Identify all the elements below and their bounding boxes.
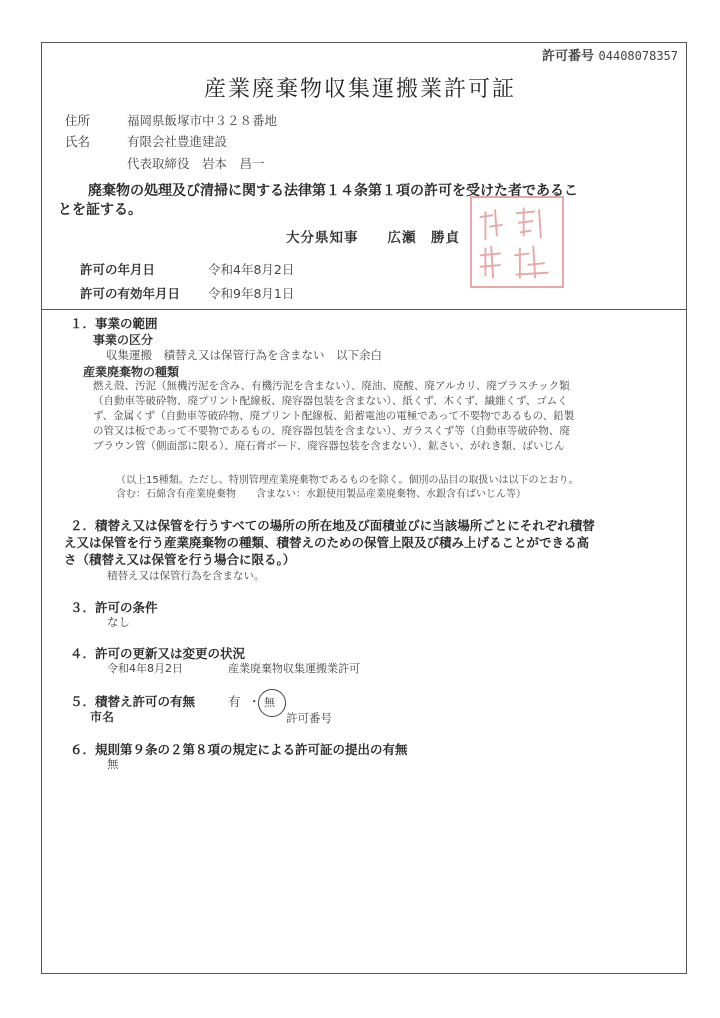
business-category-heading: 事業の区分 — [93, 333, 154, 347]
section-3-value: なし — [107, 615, 130, 629]
waste-types-heading: 産業廃棄物の種類 — [83, 365, 180, 379]
transfer-yes: 有 — [228, 694, 241, 709]
section-divider — [41, 309, 687, 310]
business-category-value: 収集運搬 積替え又は保管行為を含まない 以下余白 — [106, 348, 382, 362]
waste-types-line-2: （自動車等破砕物、廃プリント配線板、廃容器包装を含まない）、紙くず、木くず、繊維くず、ゴムく — [93, 395, 568, 407]
transfer-permit-label: 許可番号 — [286, 711, 332, 725]
city-name-label: 市名 — [90, 710, 115, 724]
name-label: 氏名 — [65, 134, 91, 149]
waste-types-line-5: ブラウン管（側面部に限る）、廃石膏ボード、廃容器包装を含まない）、鉱さい、がれき類、ばいじん — [93, 440, 565, 452]
certification-line-1: 廃棄物の処理及び清掃に関する法律第１４条第１項の許可を受けた者であるこ — [88, 183, 578, 199]
selected-circle-mark — [258, 689, 286, 717]
address-value: 福岡県飯塚市中３２８番地 — [127, 113, 278, 128]
issuer: 大分県知事 広瀬 勝貞 — [286, 230, 460, 246]
expiry-date-label: 許可の有効年月日 — [80, 286, 181, 301]
section-2-line-3: さ（積替え又は保管を行う場合に限る。） — [64, 552, 296, 567]
representative: 代表取締役 岩本 昌一 — [127, 156, 265, 171]
section-4-value: 産業廃棄物収集運搬業許可 — [228, 662, 360, 675]
waste-types-note-2: 含む：石綿含有産業廃棄物 含まない：水銀使用製品産業廃棄物、水銀含有ばいじん等） — [116, 489, 526, 500]
transfer-no: 無 — [264, 696, 275, 709]
transfer-separator: ・ — [248, 694, 261, 709]
section-2-value: 積替え又は保管行為を含まない。 — [107, 570, 265, 582]
section-3-heading: ３．許可の条件 — [70, 600, 158, 615]
document-title: 産業廃棄物収集運搬業許可証 — [203, 77, 516, 102]
section-6-value: 無 — [107, 757, 119, 771]
section-4-heading: ４．許可の更新又は変更の状況 — [70, 646, 246, 661]
permit-number-label: 許可番号 — [541, 49, 594, 64]
waste-types-line-1: 燃え殻、汚泥（無機汚泥を含み、有機汚泥を含まない）、廃油、廃酸、廃アルカリ、廃プラスチック類 — [93, 380, 570, 392]
certification-line-2: とを証する。 — [58, 202, 142, 218]
permit-number-value: 04408078357 — [598, 49, 678, 63]
section-1-heading: １．事業の範囲 — [70, 316, 158, 331]
section-2-line-1: ２．積替え又は保管を行うすべての場所の所在地及び面積並びに当該場所ごとにそれぞれ積替 — [70, 518, 595, 533]
section-5-heading: ５．積替え許可の有無 — [70, 694, 196, 709]
waste-types-line-3: ず、金属くず（自動車等破砕物、廃プリント配線板、鉛蓄電池の電極であって不要物であるもの、鉛製 — [93, 410, 575, 422]
section-4-date: 令和4年8月2日 — [107, 662, 183, 675]
issue-date-label: 許可の年月日 — [80, 262, 156, 277]
waste-types-note-1: （以上15種類。ただし、特別管理産業廃棄物であるものを除く。個別の品目の取扱いは以下のとおり。 — [116, 475, 579, 486]
expiry-date-value: 令和9年8月1日 — [208, 286, 295, 301]
address-label: 住所 — [65, 113, 91, 128]
waste-types-line-4: の管又は板であって不要物であるもの、廃容器包装を含まない）、ガラスくず等（自動車等破砕物、廃 — [93, 425, 570, 437]
issue-date-value: 令和4年8月2日 — [208, 262, 295, 277]
name-value: 有限会社豊進建設 — [127, 134, 228, 149]
official-seal — [470, 196, 564, 288]
permit-number — [542, 45, 678, 64]
section-6-heading: ６．規則第９条の２第８項の規定による許可証の提出の有無 — [70, 742, 408, 757]
section-2-line-2: え又は保管を行う産業廃棄物の種類、積替えのための保管上限及び積み上げることができる高 — [64, 535, 590, 550]
seal-icon — [472, 198, 562, 286]
